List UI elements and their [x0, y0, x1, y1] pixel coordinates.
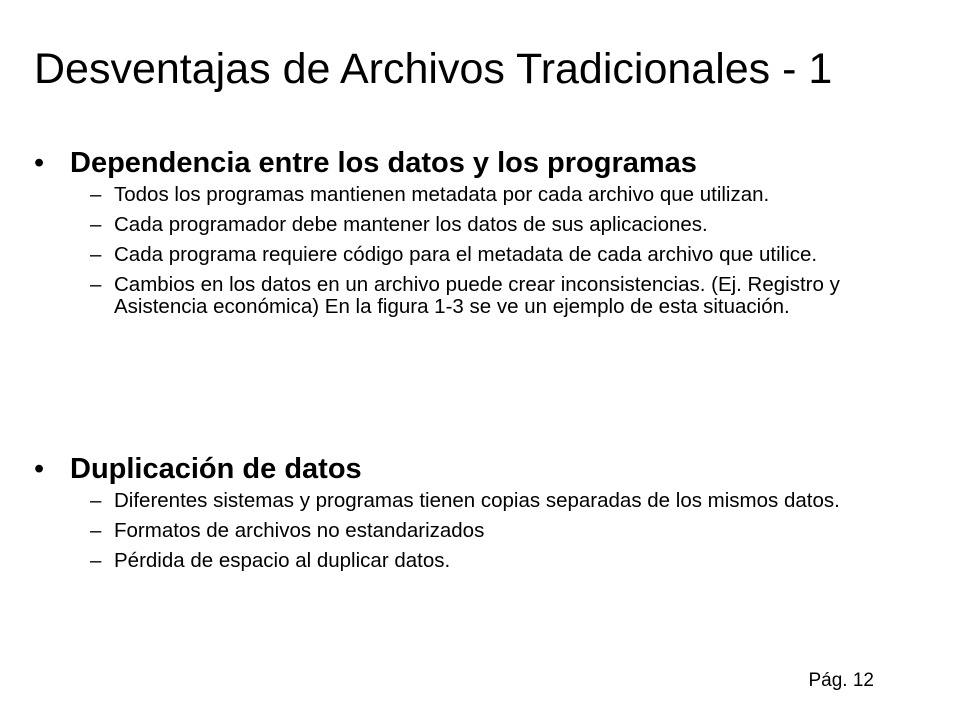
list-item-text: Diferentes sistemas y programas tienen copias separadas de los mismos datos.: [114, 489, 840, 512]
page-number: Pág. 12: [808, 670, 874, 691]
section-data-duplication: [34, 452, 914, 580]
list-item: [34, 274, 914, 318]
dash-icon: –: [90, 489, 102, 512]
section-data-program-dependency: [34, 146, 914, 326]
dash-icon: –: [90, 519, 102, 542]
list-item: [34, 184, 914, 206]
section-heading-text: Dependencia entre los datos y los programas: [70, 147, 697, 179]
list-item-text: Cada programa requiere código para el metadata de cada archivo que utilice.: [114, 243, 818, 266]
bullet-icon: •: [34, 453, 45, 485]
list-item-text: Cada programador debe mantener los datos de sus aplicaciones.: [114, 213, 708, 236]
list-item-text: Cambios en los datos en un archivo puede crear inconsistencias. (Ej. Registro y Asistencia económica) En la figura 1-3 se ve un ejemplo de esta situación.: [114, 273, 840, 318]
sub-bullet-list: [34, 490, 914, 572]
list-item-text: Pérdida de espacio al duplicar datos.: [114, 549, 451, 572]
list-item: [34, 550, 914, 572]
list-item-text: Formatos de archivos no estandarizados: [114, 519, 485, 542]
dash-icon: –: [90, 243, 102, 266]
list-item: [34, 214, 914, 236]
dash-icon: –: [90, 213, 102, 236]
dash-icon: –: [90, 549, 102, 572]
section-heading: [34, 452, 914, 486]
section-heading-text: Duplicación de datos: [70, 453, 362, 485]
list-item-text: Todos los programas mantienen metadata por cada archivo que utilizan.: [114, 183, 770, 206]
dash-icon: –: [90, 273, 102, 296]
list-item: [34, 244, 914, 266]
bullet-icon: •: [34, 147, 45, 179]
section-heading: [34, 146, 914, 180]
sub-bullet-list: [34, 184, 914, 318]
dash-icon: –: [90, 183, 102, 206]
list-item: [34, 490, 914, 512]
slide-title: Desventajas de Archivos Tradicionales - 1: [34, 45, 833, 93]
list-item: [34, 520, 914, 542]
